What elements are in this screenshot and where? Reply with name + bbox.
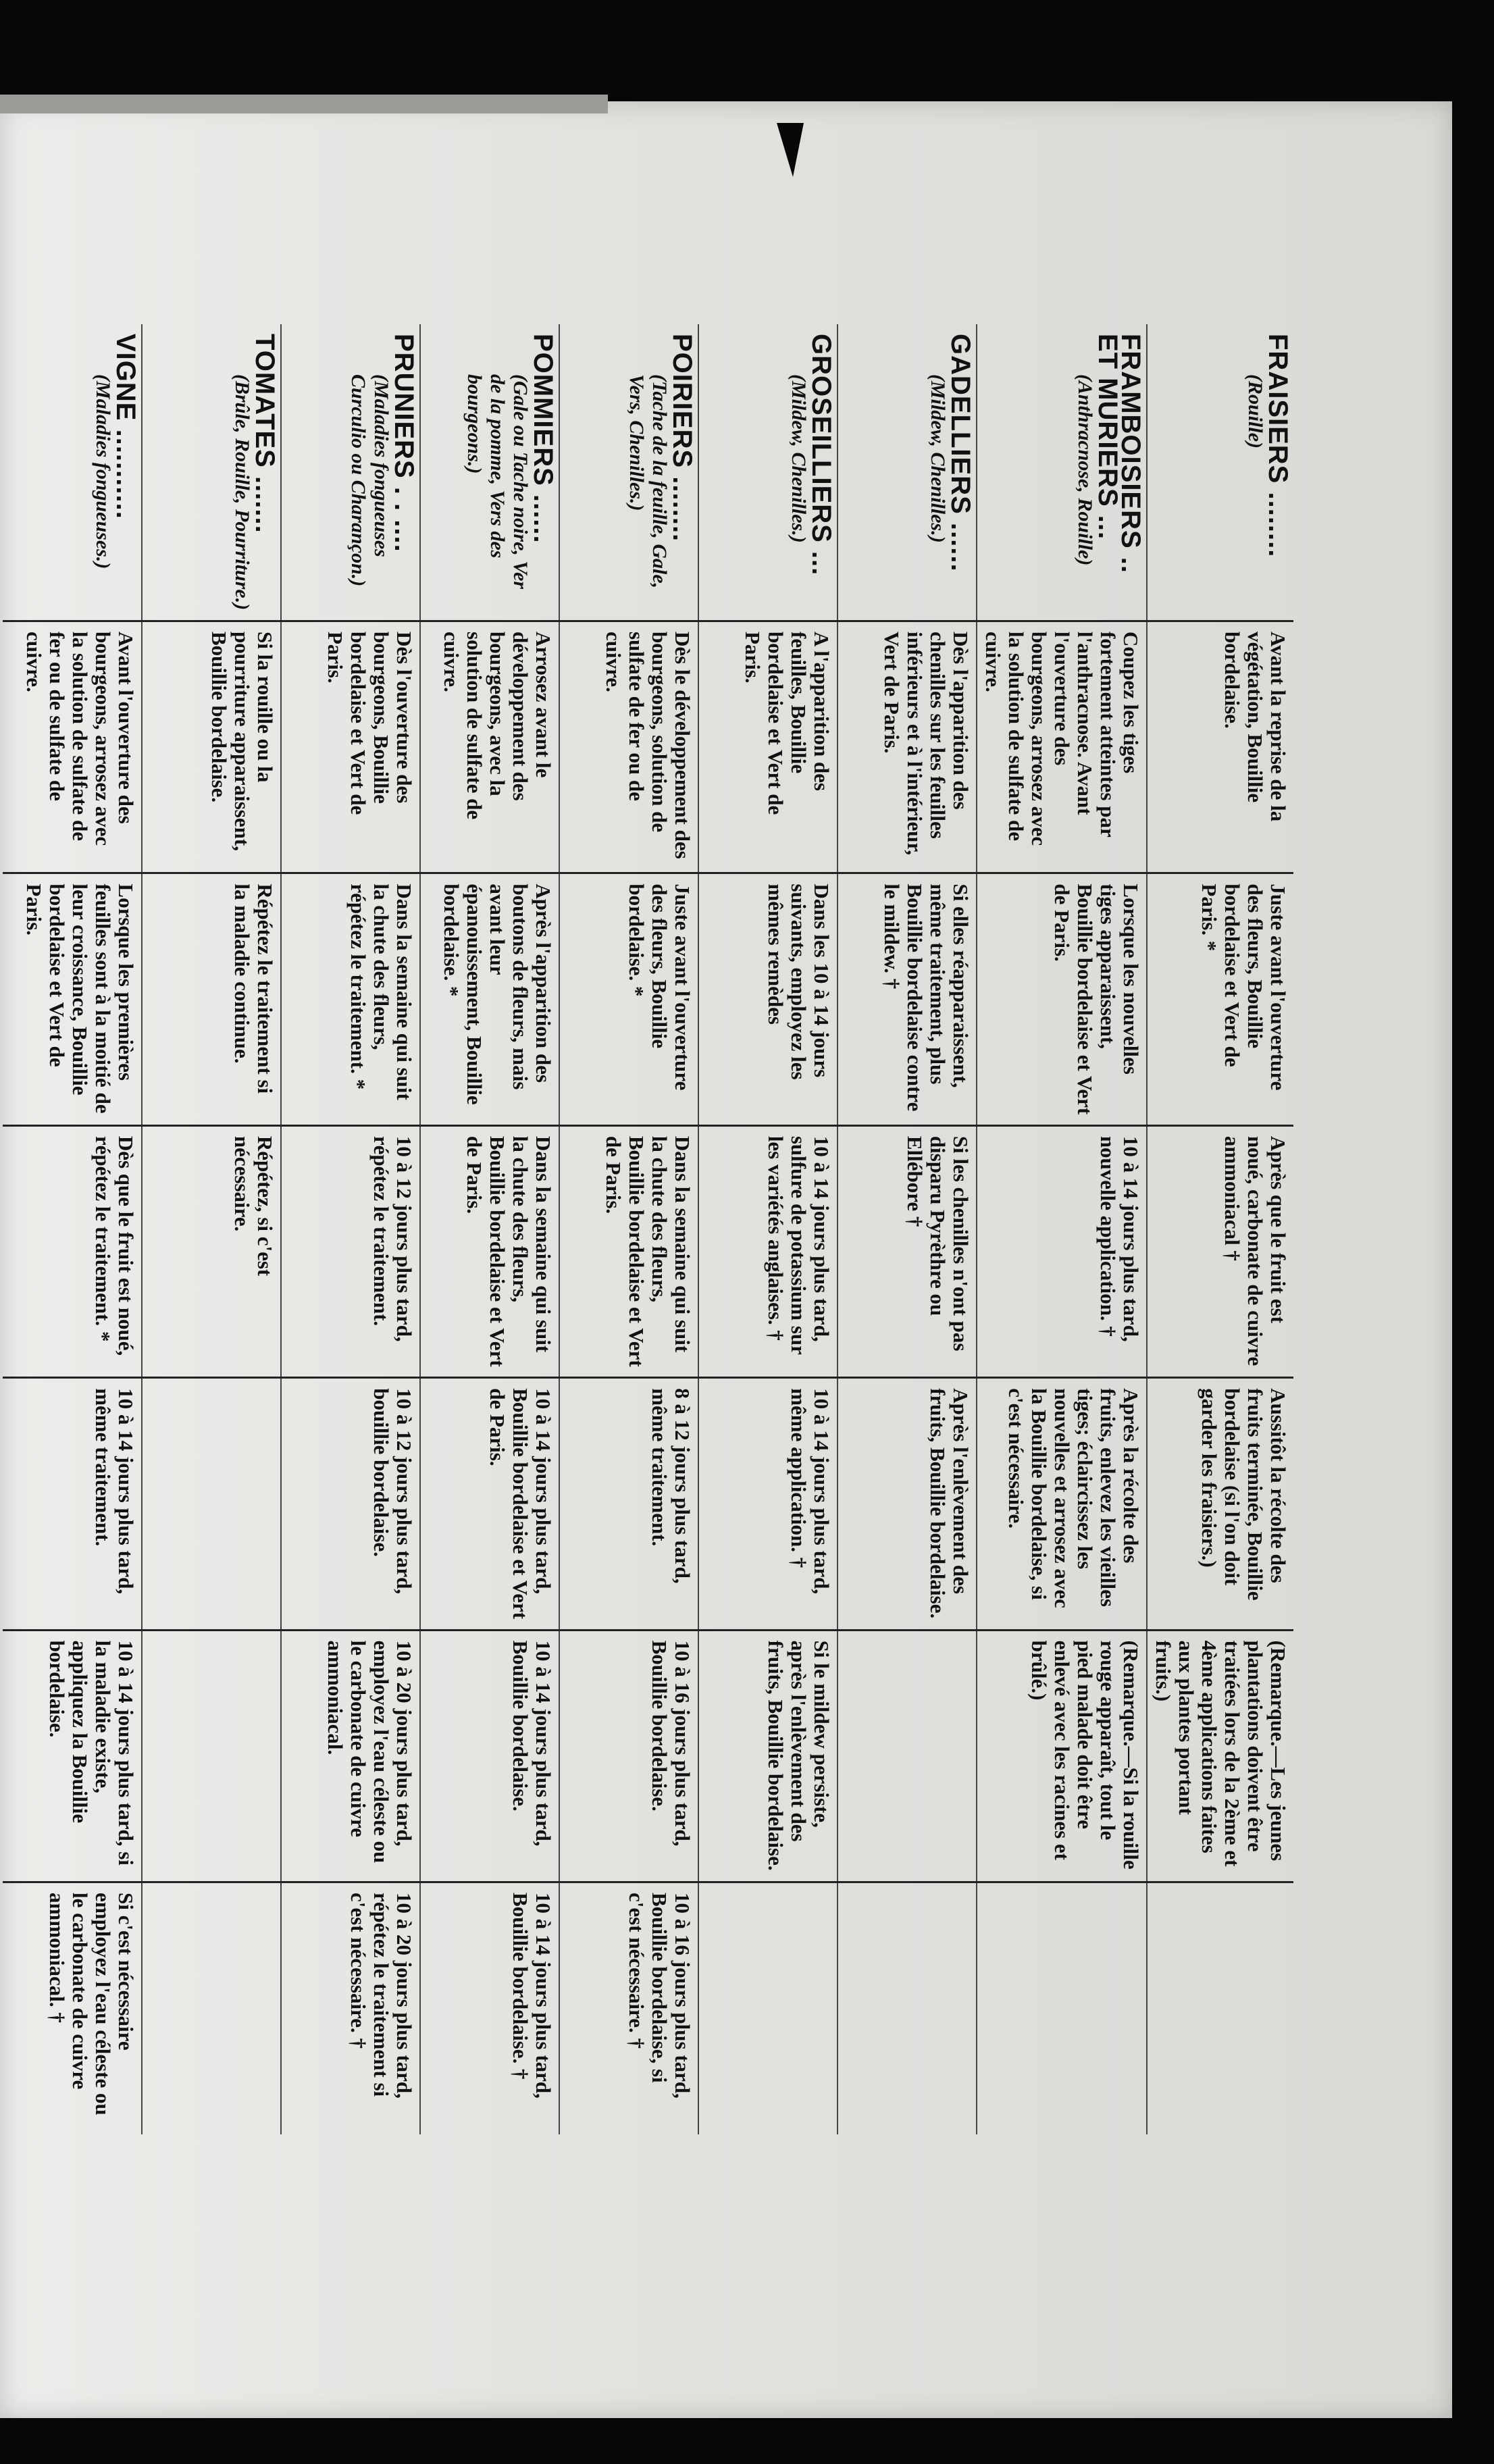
plant-cell [420, 324, 559, 621]
treatment-cell-c1: Arrosez avant le développement des bourgeons, avec la solution de sulfate de cuivre. [420, 621, 559, 873]
treatment-cell-c6: 10 à 16 jours plus tard, Bouillie bordelaise, si c'est nécessaire. † [559, 1882, 698, 2134]
treatment-cell-c4 [142, 1378, 281, 1630]
treatment-cell-c6: Si c'est nécessaire employez l'eau céleste ou le carbonate de cuivre ammoniacal. † [3, 1882, 142, 2134]
plant-disease: (Brûle, Rouille, Pourriture.) [231, 374, 253, 611]
page-fold [0, 95, 608, 113]
treatment-cell-c5: 10 à 20 jours plus tard, employez l'eau céleste ou le carbonate de cuivre ammoniacal. [281, 1630, 420, 1882]
treatment-cell-c3: Après que le fruit est noué, carbonate de cuivre ammoniacal † [1147, 1125, 1293, 1377]
plant-disease: (Mildew, Chenilles.) [927, 374, 949, 543]
treatment-cell-c2: Lorsque les nouvelles tiges apparaissent, Bouillie bordelaise et Vert de Paris. [977, 873, 1147, 1125]
treatment-cell-c1: Dès l'ouverture des bourgeons, Bouillie bordelaise et Vert de Paris. [281, 621, 420, 873]
treatment-cell-c4: 10 à 14 jours plus tard, même traitement. [3, 1378, 142, 1630]
treatment-cell-c4: 10 à 14 jours plus tard, même application. † [698, 1378, 838, 1630]
treatment-cell-c5: Si le mildew persiste, après l'enlèvement des fruits, Bouillie bordelaise. [698, 1630, 838, 1882]
treatment-cell-c2: Juste avant l'ouverture des fleurs, Bouillie bordelaise et Vert de Paris. * [1147, 873, 1293, 1125]
treatment-cell-c5 [142, 1630, 281, 1882]
treatment-cell-c3: Si les chenilles n'ont pas disparu Pyrèthre ou Ellébore † [838, 1125, 977, 1377]
treatment-table [3, 324, 1293, 2134]
treatment-cell-c2: Lorsque les premières feuilles sont à la moitié de leur croissance, Bouillie bordelaise et Vert de Paris. [3, 873, 142, 1125]
table-row [698, 324, 838, 2134]
treatment-cell-c6: 10 à 14 jours plus tard, Bouillie bordelaise. † [420, 1882, 559, 2134]
treatment-cell-c1: A l'apparition des feuilles, Bouillie bordelaise et Vert de Paris. [698, 621, 838, 873]
plant-name: VIGNE ........... [111, 334, 140, 519]
plant-disease: (Rouille) [1244, 374, 1266, 448]
plant-name: FRAISIERS ........ [1263, 334, 1293, 558]
plant-cell [142, 324, 281, 621]
plant-disease: (Maladies fongueuses Curculio ou Charançon.) [347, 374, 392, 587]
table-row [559, 324, 698, 2134]
plant-cell [838, 324, 977, 621]
treatment-cell-c6: 10 à 20 jours plus tard, répétez le traitement si c'est nécessaire. † [281, 1882, 420, 2134]
treatment-cell-c5: 10 à 16 jours plus tard, Bouillie bordelaise. [559, 1630, 698, 1882]
plant-disease: (Maladies fongueuses.) [92, 374, 114, 569]
treatment-cell-c2: Répétez le traitement si la maladie continue. [142, 873, 281, 1125]
table-row [420, 324, 559, 2134]
treatment-cell-c4: 10 à 12 jours plus tard, bouillie bordelaise. [281, 1378, 420, 1630]
treatment-cell-c5 [838, 1630, 977, 1882]
plant-name: FRAMBOISIERS .. ET MURIERS ... [1093, 334, 1145, 574]
spray-calendar-table [10, 324, 1293, 2134]
treatment-cell-c1: Avant la reprise de la végétation, Bouillie bordelaise. [1147, 621, 1293, 873]
treatment-cell-c2: Dans la semaine qui suit la chute des fleurs, répétez le traitement. * [281, 873, 420, 1125]
plant-name: POIRIERS ........ [667, 334, 697, 542]
treatment-cell-c1: Dès le développement des bourgeons, solution de sulfate de fer ou de cuivre. [559, 621, 698, 873]
treatment-cell-c6 [977, 1882, 1147, 2134]
table-row [142, 324, 281, 2134]
treatment-cell-c4: 10 à 14 jours plus tard, Bouillie bordelaise et Vert de Paris. [420, 1378, 559, 1630]
table-row [281, 324, 420, 2134]
table-row [977, 324, 1147, 2134]
treatment-cell-c2: Après l'apparition des boutons de fleurs, mais avant leur épanouissement, Bouillie bordelaise. * [420, 873, 559, 1125]
treatment-cell-c6 [698, 1882, 838, 2134]
treatment-cell-c6 [1147, 1882, 1293, 2134]
plant-name: GROSEILLIERS ... [806, 334, 836, 576]
plant-name: TOMATES ....... [250, 334, 280, 534]
plant-cell [977, 324, 1147, 621]
treatment-cell-c2: Si elles réapparaissent, même traitement, plus Bouillie bordelaise contre le mildew. † [838, 873, 977, 1125]
treatment-cell-c3: 10 à 14 jours plus tard, nouvelle application. † [977, 1125, 1147, 1377]
plant-cell [698, 324, 838, 621]
plant-name: PRUNIERS . . .... [389, 334, 419, 553]
treatment-cell-c1: Si la rouille ou la pourriture apparaissent, Bouillie bordelaise. [142, 621, 281, 873]
plant-name: GADELLIERS ...... [946, 334, 975, 572]
table-row [3, 324, 142, 2134]
plant-disease: (Mildew, Chenilles.) [788, 374, 810, 543]
table-row [1147, 324, 1293, 2134]
table-row [838, 324, 977, 2134]
treatment-cell-c3: 10 à 14 jours plus tard, sulfure de potassium sur les variétés anglaises. † [698, 1125, 838, 1377]
treatment-cell-c4: Après la récolte des fruits, enlevez les vieilles tiges; éclaircissez les nouvelles et arrosez avec la Bouillie bordelaise, si c'est nécessaire. [977, 1378, 1147, 1630]
plant-disease: (Tache de la feuille, Gale, Vers, Chenilles.) [625, 374, 671, 589]
treatment-cell-c6 [142, 1882, 281, 2134]
plant-cell [559, 324, 698, 621]
treatment-cell-c1: Dès l'apparition des chenilles sur les feuilles inférieurs et à l'intérieur, Vert de Paris. [838, 621, 977, 873]
treatment-cell-c4: 8 à 12 jours plus tard, même traitement. [559, 1378, 698, 1630]
treatment-cell-c3: Dès que le fruit est noué, répétez le traitement. * [3, 1125, 142, 1377]
plant-cell [281, 324, 420, 621]
treatment-cell-c4: Après l'enlèvement des fruits, Bouillie bordelaise. [838, 1378, 977, 1630]
treatment-cell-c2: Dans les 10 à 14 jours suivants, employez les mêmes remèdes [698, 873, 838, 1125]
treatment-cell-c2: Juste avant l'ouverture des fleurs, Bouillie bordelaise. * [559, 873, 698, 1125]
treatment-cell-c5: (Remarque.—Les jeunes plantations doivent être traitées lors de la 2ème et 4ème applications faites aux plantes portant fruits.) [1147, 1630, 1293, 1882]
treatment-cell-c1: Coupez les tiges fortement atteintes par l'anthracnose. Avant l'ouverture des bourgeons, arrosez avec la solution de sulfate de cuivre. [977, 621, 1147, 873]
plant-disease: (Anthracnose, Rouille) [1074, 374, 1096, 566]
treatment-cell-c3: Dans la semaine qui suit la chute des fleurs, Bouillie bordelaise et Vert de Paris. [559, 1125, 698, 1377]
plant-cell [1147, 324, 1293, 621]
treatment-cell-c5: 10 à 14 jours plus tard, Bouillie bordelaise. [420, 1630, 559, 1882]
treatment-cell-c4: Aussitôt la récolte des fruits terminée, Bouillie bordelaise (si l'on doit garder les fraisiers.) [1147, 1378, 1293, 1630]
treatment-cell-c5: (Remarque.—Si la rouille rouge apparaît, tout le pied malade doit être enlevé avec les racines et brûlé.) [977, 1630, 1147, 1882]
treatment-cell-c3: Répétez, si c'est nécessaire. [142, 1125, 281, 1377]
treatment-cell-c1: Avant l'ouverture des bourgeons, arrosez avec la solution de sulfate de fer ou de sulfate de cuivre. [3, 621, 142, 873]
treatment-cell-c3: Dans la semaine qui suit la chute des fleurs, Bouillie bordelaise et Vert de Paris. [420, 1125, 559, 1377]
treatment-cell-c3: 10 à 12 jours plus tard, répétez le traitement. [281, 1125, 420, 1377]
plant-disease: (Gale ou Tache noire, Ver de la pomme, Vers des bourgeons.) [463, 374, 532, 590]
treatment-cell-c5: 10 à 14 jours plus tard, si la maladie existe, appliquez la Bouillie bordelaise. [3, 1630, 142, 1882]
plant-name: POMMIERS ...... [528, 334, 558, 544]
plant-cell [3, 324, 142, 621]
treatment-cell-c6 [838, 1882, 977, 2134]
